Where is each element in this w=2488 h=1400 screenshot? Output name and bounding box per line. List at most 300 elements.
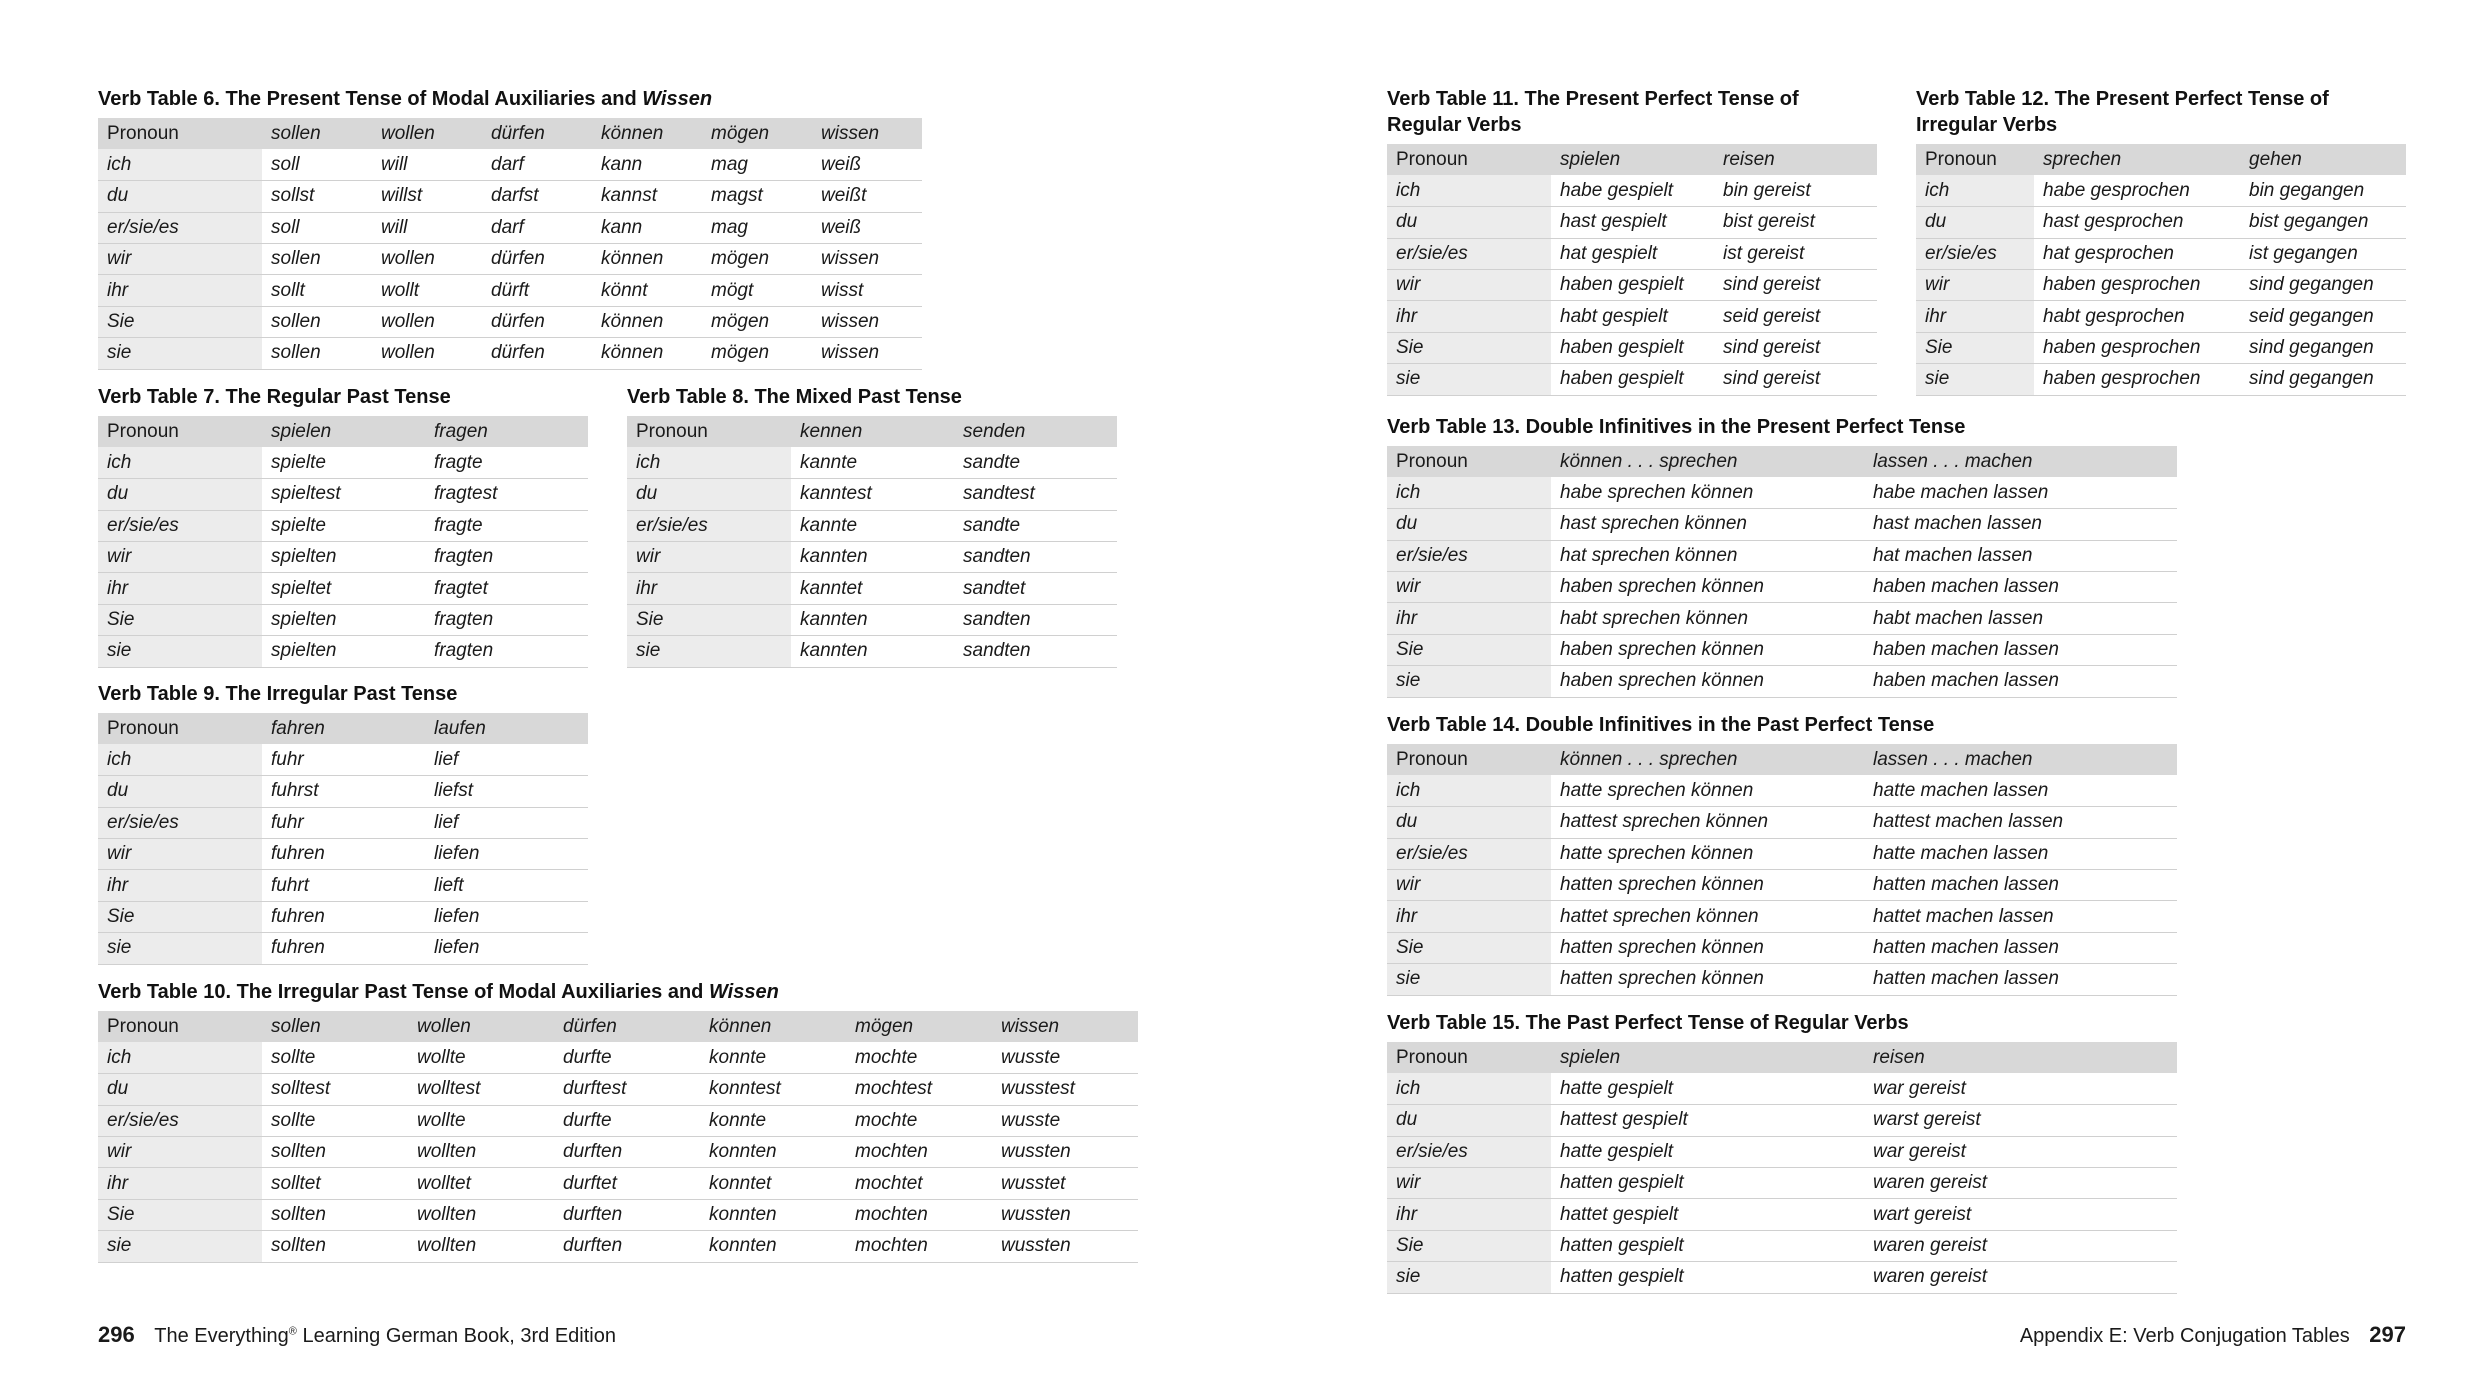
conjugation-cell: sollen xyxy=(262,306,372,337)
table-row xyxy=(1387,775,2177,806)
conjugation-cell: wisst xyxy=(812,275,922,306)
verb-table-10 xyxy=(98,979,1138,1263)
conjugation-cell: sandten xyxy=(954,604,1117,635)
pronoun-cell: ich xyxy=(98,744,262,775)
conjugation-cell: sollten xyxy=(262,1199,408,1230)
conjugation-cell: solltest xyxy=(262,1074,408,1105)
conjugation-cell: mochten xyxy=(846,1137,992,1168)
column-header-verb: spielen xyxy=(262,416,425,447)
verb-table-13 xyxy=(1387,414,2177,698)
pronoun-cell: Sie xyxy=(98,306,262,337)
conjugation-cell: hat sprechen können xyxy=(1551,540,1864,571)
conjugation-cell: spielte xyxy=(262,510,425,541)
verb-table-14 xyxy=(1387,712,2177,996)
pronoun-cell: ich xyxy=(1916,175,2034,206)
column-header-verb: fahren xyxy=(262,713,425,744)
pronoun-cell: ihr xyxy=(98,275,262,306)
conjugation-cell: will xyxy=(372,212,482,243)
conjugation-cell: lief xyxy=(425,744,588,775)
conjugation-cell: sollen xyxy=(262,338,372,369)
table-row xyxy=(1387,634,2177,665)
pronoun-cell: ihr xyxy=(98,573,262,604)
table-row xyxy=(98,149,922,180)
table-row xyxy=(1387,332,1877,363)
conjugation-cell: durften xyxy=(554,1137,700,1168)
column-header-pronoun: Pronoun xyxy=(98,416,262,447)
conjugation-cell: sollten xyxy=(262,1137,408,1168)
conjugation-cell: bin gereist xyxy=(1714,175,1877,206)
conjugation-cell: wollen xyxy=(372,244,482,275)
conjugation-cell: mag xyxy=(702,212,812,243)
pronoun-cell: sie xyxy=(98,338,262,369)
header-row xyxy=(1387,144,1877,175)
conjugation-cell: wollt xyxy=(372,275,482,306)
pronoun-cell: du xyxy=(1387,509,1551,540)
pronoun-cell: ihr xyxy=(1387,1199,1551,1230)
conjugation-cell: mochten xyxy=(846,1199,992,1230)
conjugation-cell: willst xyxy=(372,181,482,212)
conjugation-cell: konnten xyxy=(700,1199,846,1230)
conjugation-cell: hat machen lassen xyxy=(1864,540,2177,571)
table-row xyxy=(1916,175,2406,206)
conjugation-cell: hattet gespielt xyxy=(1551,1199,1864,1230)
column-header-verb: können . . . sprechen xyxy=(1551,744,1864,775)
conjugation-cell: durfte xyxy=(554,1042,700,1073)
pronoun-cell: ich xyxy=(98,447,262,478)
pronoun-cell: ich xyxy=(627,447,791,478)
conjugation-cell: fuhr xyxy=(262,807,425,838)
pronoun-cell: er/sie/es xyxy=(1387,540,1551,571)
pronoun-cell: ihr xyxy=(98,870,262,901)
conjugation-cell: hat gespielt xyxy=(1551,238,1714,269)
pronoun-cell: wir xyxy=(98,839,262,870)
table-title: Verb Table 8. The Mixed Past Tense xyxy=(627,386,962,408)
pronoun-cell: du xyxy=(98,479,262,510)
table-row xyxy=(1387,477,2177,508)
table-row xyxy=(98,776,588,807)
conjugation-cell: fuhrt xyxy=(262,870,425,901)
table-row xyxy=(1916,270,2406,301)
column-header-pronoun: Pronoun xyxy=(1916,144,2034,175)
verb-table-15 xyxy=(1387,1010,2177,1294)
table-row xyxy=(98,1042,1138,1073)
left-footer xyxy=(98,1322,616,1348)
verb-table-11 xyxy=(1387,86,1877,396)
table-row xyxy=(98,870,588,901)
conjugation-cell: habt sprechen können xyxy=(1551,603,1864,634)
pronoun-cell: wir xyxy=(1387,572,1551,603)
conjugation-cell: wollen xyxy=(372,306,482,337)
column-header-verb: spielen xyxy=(1551,1042,1864,1073)
conjugation-cell: haben gesprochen xyxy=(2034,332,2240,363)
conjugation-cell: haben machen lassen xyxy=(1864,666,2177,697)
column-header-verb: mögen xyxy=(846,1011,992,1042)
conjugation-cell: wollten xyxy=(408,1137,554,1168)
pronoun-cell: sie xyxy=(98,636,262,667)
conjugation-cell: waren gereist xyxy=(1864,1262,2177,1293)
conjugation-cell: liefen xyxy=(425,901,588,932)
conjugation-cell: sollst xyxy=(262,181,372,212)
column-header-verb: mögen xyxy=(702,118,812,149)
table-row xyxy=(98,807,588,838)
conjugation-cell: wusste xyxy=(992,1042,1138,1073)
table-row xyxy=(1916,301,2406,332)
conjugation-cell: habt machen lassen xyxy=(1864,603,2177,634)
table-row xyxy=(627,479,1117,510)
table-row xyxy=(627,447,1117,478)
conjugation-cell: sind gegangen xyxy=(2240,270,2406,301)
conjugation-cell: hast gespielt xyxy=(1551,207,1714,238)
table-row xyxy=(1387,1230,2177,1261)
table-row xyxy=(1387,1136,2177,1167)
conjugation-cell: konntet xyxy=(700,1168,846,1199)
pronoun-cell: er/sie/es xyxy=(98,807,262,838)
column-header-verb: können . . . sprechen xyxy=(1551,446,1864,477)
conjugation-cell: dürfen xyxy=(482,306,592,337)
pronoun-cell: sie xyxy=(98,1231,262,1262)
pronoun-cell: ihr xyxy=(1916,301,2034,332)
conjugation-cell: fragtet xyxy=(425,573,588,604)
pronoun-cell: Sie xyxy=(1387,932,1551,963)
conjugation-cell: durften xyxy=(554,1199,700,1230)
conjugation-cell: mochtet xyxy=(846,1168,992,1199)
conjugation-cell: liefen xyxy=(425,839,588,870)
conjugation-cell: hattet sprechen können xyxy=(1551,901,1864,932)
pronoun-cell: sie xyxy=(1916,364,2034,395)
conjugation-table xyxy=(627,416,1117,668)
conjugation-cell: fragte xyxy=(425,447,588,478)
conjugation-cell: sollen xyxy=(262,244,372,275)
table-row xyxy=(98,1168,1138,1199)
table-row xyxy=(1916,364,2406,395)
conjugation-cell: sind gegangen xyxy=(2240,332,2406,363)
conjugation-cell: spielte xyxy=(262,447,425,478)
conjugation-cell: habt gesprochen xyxy=(2034,301,2240,332)
conjugation-cell: habe gesprochen xyxy=(2034,175,2240,206)
column-header-verb: laufen xyxy=(425,713,588,744)
pronoun-cell: du xyxy=(1387,1105,1551,1136)
column-header-verb: sprechen xyxy=(2034,144,2240,175)
conjugation-cell: mag xyxy=(702,149,812,180)
column-header-pronoun: Pronoun xyxy=(98,1011,262,1042)
table-row xyxy=(1387,270,1877,301)
column-header-verb: fragen xyxy=(425,416,588,447)
conjugation-cell: haben machen lassen xyxy=(1864,634,2177,665)
header-row xyxy=(98,416,588,447)
table-row xyxy=(98,1231,1138,1262)
conjugation-cell: bist gereist xyxy=(1714,207,1877,238)
table-row xyxy=(1387,175,1877,206)
table-row xyxy=(1387,572,2177,603)
conjugation-cell: dürfen xyxy=(482,244,592,275)
conjugation-cell: liefst xyxy=(425,776,588,807)
table-row xyxy=(627,510,1117,541)
pronoun-cell: du xyxy=(1387,207,1551,238)
verb-table-6 xyxy=(98,86,922,370)
conjugation-cell: fragten xyxy=(425,604,588,635)
pronoun-cell: ich xyxy=(1387,775,1551,806)
column-header-verb: können xyxy=(592,118,702,149)
conjugation-cell: hatte sprechen können xyxy=(1551,838,1864,869)
conjugation-cell: kannten xyxy=(791,604,954,635)
table-row xyxy=(98,181,922,212)
pronoun-cell: Sie xyxy=(1916,332,2034,363)
conjugation-cell: mögt xyxy=(702,275,812,306)
table-row xyxy=(98,933,588,964)
table-row xyxy=(627,604,1117,635)
conjugation-cell: wart gereist xyxy=(1864,1199,2177,1230)
book-title-rest: Learning German Book, 3rd Edition xyxy=(296,1325,616,1347)
conjugation-cell: sollten xyxy=(262,1231,408,1262)
conjugation-cell: könnt xyxy=(592,275,702,306)
conjugation-cell: mochte xyxy=(846,1042,992,1073)
conjugation-cell: lief xyxy=(425,807,588,838)
conjugation-cell: hatten gespielt xyxy=(1551,1230,1864,1261)
pronoun-cell: sie xyxy=(1387,1262,1551,1293)
pronoun-cell: wir xyxy=(98,244,262,275)
conjugation-table xyxy=(1387,1042,2177,1294)
conjugation-cell: mochtest xyxy=(846,1074,992,1105)
conjugation-cell: hatten machen lassen xyxy=(1864,964,2177,995)
table-row xyxy=(98,1105,1138,1136)
conjugation-table xyxy=(98,713,588,965)
column-header-verb: können xyxy=(700,1011,846,1042)
pronoun-cell: wir xyxy=(627,542,791,573)
conjugation-cell: wissen xyxy=(812,244,922,275)
conjugation-cell: spielten xyxy=(262,604,425,635)
conjugation-cell: spielten xyxy=(262,542,425,573)
table-row xyxy=(98,212,922,243)
column-header-pronoun: Pronoun xyxy=(627,416,791,447)
page-number: 297 xyxy=(2369,1322,2406,1347)
right-footer xyxy=(2020,1322,2406,1348)
column-header-verb: reisen xyxy=(1864,1042,2177,1073)
header-row xyxy=(1387,1042,2177,1073)
conjugation-cell: haben sprechen können xyxy=(1551,572,1864,603)
pronoun-cell: Sie xyxy=(1387,1230,1551,1261)
conjugation-cell: wollten xyxy=(408,1199,554,1230)
page-number: 296 xyxy=(98,1322,135,1347)
conjugation-cell: konnte xyxy=(700,1042,846,1073)
table-title: Verb Table 12. The Present Perfect Tense of Irregular Verbs xyxy=(1916,88,2329,136)
conjugation-cell: fragten xyxy=(425,636,588,667)
conjugation-cell: hattet machen lassen xyxy=(1864,901,2177,932)
conjugation-cell: war gereist xyxy=(1864,1136,2177,1167)
verb-table-8 xyxy=(627,384,1117,668)
conjugation-cell: war gereist xyxy=(1864,1073,2177,1104)
conjugation-cell: kannst xyxy=(592,181,702,212)
pronoun-cell: ich xyxy=(98,1042,262,1073)
conjugation-cell: wussten xyxy=(992,1231,1138,1262)
conjugation-cell: fuhrst xyxy=(262,776,425,807)
pronoun-cell: du xyxy=(98,776,262,807)
table-row xyxy=(1387,207,1877,238)
conjugation-cell: hatte machen lassen xyxy=(1864,775,2177,806)
pronoun-cell: wir xyxy=(1916,270,2034,301)
conjugation-cell: sandte xyxy=(954,447,1117,478)
pronoun-cell: wir xyxy=(1387,270,1551,301)
table-title: Verb Table 14. Double Infinitives in the Past Perfect Tense xyxy=(1387,714,1935,736)
verb-table-9 xyxy=(98,681,588,965)
conjugation-table xyxy=(98,416,588,668)
table-row xyxy=(1916,332,2406,363)
conjugation-cell: fuhren xyxy=(262,901,425,932)
column-header-verb: lassen . . . machen xyxy=(1864,446,2177,477)
conjugation-cell: soll xyxy=(262,149,372,180)
conjugation-cell: sind gegangen xyxy=(2240,364,2406,395)
column-header-verb: gehen xyxy=(2240,144,2406,175)
conjugation-cell: durften xyxy=(554,1231,700,1262)
pronoun-cell: sie xyxy=(98,933,262,964)
conjugation-cell: hat gesprochen xyxy=(2034,238,2240,269)
pronoun-cell: du xyxy=(98,1074,262,1105)
conjugation-cell: kannten xyxy=(791,542,954,573)
table-row xyxy=(1387,901,2177,932)
conjugation-table xyxy=(1387,744,2177,996)
conjugation-cell: soll xyxy=(262,212,372,243)
table-title: Verb Table 9. The Irregular Past Tense xyxy=(98,683,458,705)
column-header-verb: sollen xyxy=(262,118,372,149)
table-row xyxy=(98,306,922,337)
conjugation-cell: haben gespielt xyxy=(1551,364,1714,395)
pronoun-cell: er/sie/es xyxy=(1916,238,2034,269)
conjugation-table xyxy=(98,1011,1138,1263)
conjugation-cell: wussten xyxy=(992,1137,1138,1168)
conjugation-cell: fuhren xyxy=(262,933,425,964)
conjugation-cell: können xyxy=(592,306,702,337)
conjugation-cell: hatte machen lassen xyxy=(1864,838,2177,869)
conjugation-cell: durftest xyxy=(554,1074,700,1105)
pronoun-cell: er/sie/es xyxy=(98,1105,262,1136)
right-page xyxy=(1244,0,2488,1400)
conjugation-cell: kann xyxy=(592,149,702,180)
conjugation-cell: durfte xyxy=(554,1105,700,1136)
pronoun-cell: ihr xyxy=(627,573,791,604)
conjugation-cell: hatten machen lassen xyxy=(1864,870,2177,901)
conjugation-cell: können xyxy=(592,338,702,369)
table-title: Verb Table 13. Double Infinitives in the Present Perfect Tense xyxy=(1387,416,1966,438)
conjugation-cell: darfst xyxy=(482,181,592,212)
column-header-verb: lassen . . . machen xyxy=(1864,744,2177,775)
table-row xyxy=(98,604,588,635)
pronoun-cell: Sie xyxy=(1387,634,1551,665)
conjugation-table xyxy=(1387,446,2177,698)
table-row xyxy=(98,275,922,306)
pronoun-cell: du xyxy=(98,181,262,212)
column-header-verb: wollen xyxy=(408,1011,554,1042)
conjugation-cell: sandtest xyxy=(954,479,1117,510)
column-header-verb: dürfen xyxy=(482,118,592,149)
conjugation-cell: dürfen xyxy=(482,338,592,369)
pronoun-cell: Sie xyxy=(98,901,262,932)
conjugation-cell: konnte xyxy=(700,1105,846,1136)
column-header-verb: wollen xyxy=(372,118,482,149)
conjugation-cell: sind gereist xyxy=(1714,364,1877,395)
conjugation-cell: mögen xyxy=(702,338,812,369)
header-row xyxy=(98,713,588,744)
header-row xyxy=(98,1011,1138,1042)
table-row xyxy=(627,542,1117,573)
conjugation-cell: wollten xyxy=(408,1231,554,1262)
conjugation-cell: wissen xyxy=(812,306,922,337)
table-row xyxy=(1387,666,2177,697)
conjugation-cell: kanntet xyxy=(791,573,954,604)
conjugation-cell: magst xyxy=(702,181,812,212)
pronoun-cell: du xyxy=(1387,807,1551,838)
header-row xyxy=(1916,144,2406,175)
conjugation-cell: ist gegangen xyxy=(2240,238,2406,269)
conjugation-cell: hattest machen lassen xyxy=(1864,807,2177,838)
conjugation-cell: dürft xyxy=(482,275,592,306)
table-title: Verb Table 7. The Regular Past Tense xyxy=(98,386,451,408)
pronoun-cell: sie xyxy=(1387,964,1551,995)
conjugation-cell: durftet xyxy=(554,1168,700,1199)
conjugation-cell: sind gereist xyxy=(1714,270,1877,301)
book-title: The Everything xyxy=(154,1325,289,1347)
pronoun-cell: ihr xyxy=(1387,301,1551,332)
column-header-verb: spielen xyxy=(1551,144,1714,175)
column-header-verb: sollen xyxy=(262,1011,408,1042)
table-row xyxy=(1387,364,1877,395)
table-row xyxy=(627,636,1117,667)
conjugation-cell: kannte xyxy=(791,510,954,541)
conjugation-cell: hatten machen lassen xyxy=(1864,932,2177,963)
pronoun-cell: wir xyxy=(1387,1168,1551,1199)
table-row xyxy=(98,447,588,478)
conjugation-cell: haben gesprochen xyxy=(2034,364,2240,395)
table-row xyxy=(98,542,588,573)
conjugation-cell: haben sprechen können xyxy=(1551,634,1864,665)
table-row xyxy=(1387,603,2177,634)
table-row xyxy=(1387,870,2177,901)
pronoun-cell: wir xyxy=(1387,870,1551,901)
table-row xyxy=(1387,932,2177,963)
conjugation-cell: hast gesprochen xyxy=(2034,207,2240,238)
conjugation-cell: hatten gespielt xyxy=(1551,1262,1864,1293)
conjugation-cell: haben gespielt xyxy=(1551,332,1714,363)
conjugation-cell: sollt xyxy=(262,275,372,306)
conjugation-cell: kannte xyxy=(791,447,954,478)
conjugation-cell: sind gereist xyxy=(1714,332,1877,363)
conjugation-cell: habe machen lassen xyxy=(1864,477,2177,508)
pronoun-cell: er/sie/es xyxy=(1387,838,1551,869)
column-header-pronoun: Pronoun xyxy=(98,118,262,149)
conjugation-cell: hast sprechen können xyxy=(1551,509,1864,540)
pronoun-cell: ich xyxy=(1387,175,1551,206)
column-header-pronoun: Pronoun xyxy=(98,713,262,744)
conjugation-cell: hatte gespielt xyxy=(1551,1136,1864,1167)
conjugation-cell: wissen xyxy=(812,338,922,369)
pronoun-cell: du xyxy=(627,479,791,510)
conjugation-cell: wusstest xyxy=(992,1074,1138,1105)
conjugation-cell: warst gereist xyxy=(1864,1105,2177,1136)
conjugation-cell: waren gereist xyxy=(1864,1230,2177,1261)
conjugation-cell: hatten sprechen können xyxy=(1551,870,1864,901)
table-title: Verb Table 15. The Past Perfect Tense of Regular Verbs xyxy=(1387,1012,1909,1034)
conjugation-cell: fuhren xyxy=(262,839,425,870)
conjugation-cell: will xyxy=(372,149,482,180)
pronoun-cell: sie xyxy=(627,636,791,667)
verb-table-12 xyxy=(1916,86,2406,396)
column-header-pronoun: Pronoun xyxy=(1387,1042,1551,1073)
conjugation-cell: kanntest xyxy=(791,479,954,510)
conjugation-cell: sandten xyxy=(954,542,1117,573)
conjugation-cell: darf xyxy=(482,149,592,180)
table-title: Verb Table 10. The Irregular Past Tense of Modal Auxiliaries and Wissen xyxy=(98,981,779,1003)
header-row xyxy=(1387,744,2177,775)
conjugation-cell: seid gereist xyxy=(1714,301,1877,332)
table-row xyxy=(1916,238,2406,269)
